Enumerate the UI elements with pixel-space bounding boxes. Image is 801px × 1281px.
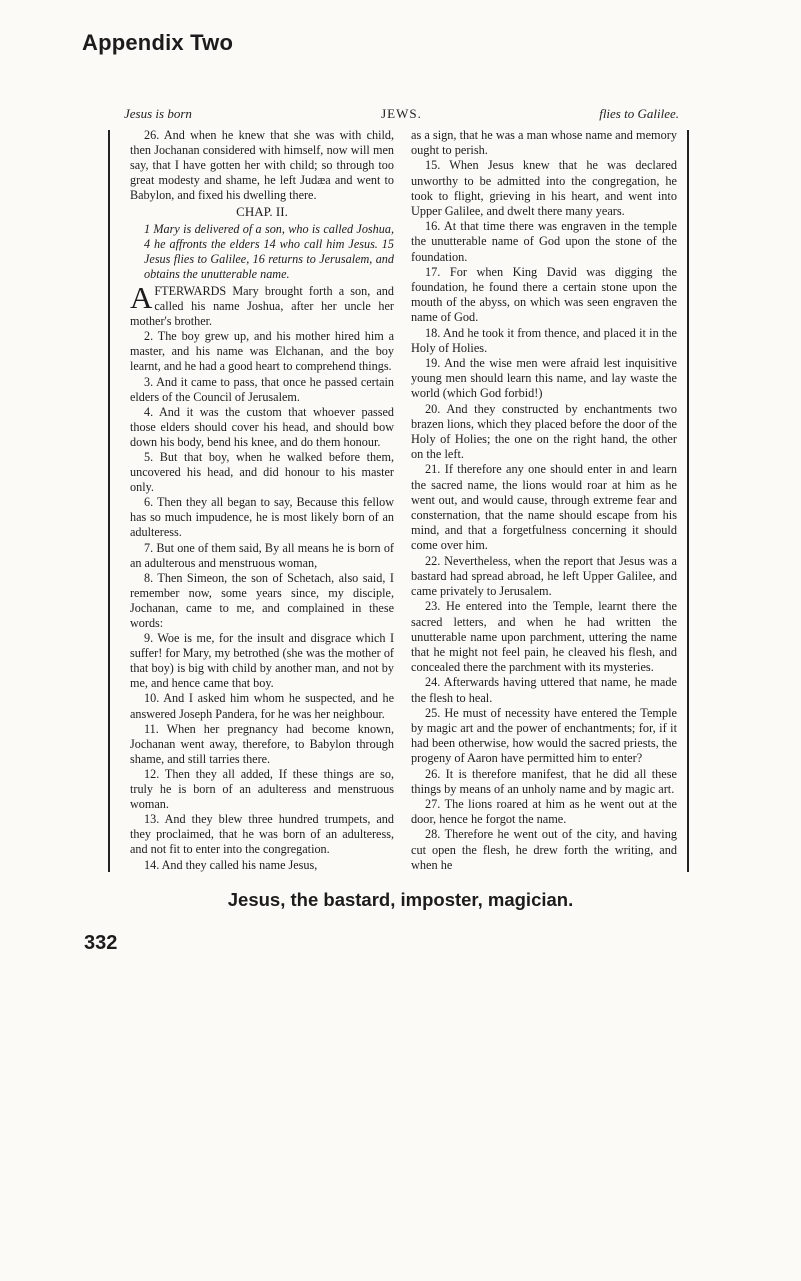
running-header-center: JEWS. bbox=[381, 106, 422, 121]
running-header bbox=[124, 106, 679, 124]
paragraph: 24. Afterwards having uttered that name, he made the flesh to heal. bbox=[411, 675, 677, 705]
page-number: 332 bbox=[84, 932, 118, 954]
left-paragraphs bbox=[130, 329, 394, 872]
paragraph: 27. The lions roared at him as he went out at the door, hence he forgot the name. bbox=[411, 796, 677, 827]
paragraph: 13. And they blew three hundred trumpets, and they proclaimed, that he was born of an adulteress, and not fit to enter into the congregation. bbox=[130, 812, 394, 857]
paragraph: 5. But that boy, when he walked before them, uncovered his head, and did honour to his master only. bbox=[130, 449, 394, 495]
paragraph: as a sign, that he was a man whose name and memory ought to perish. bbox=[411, 128, 677, 158]
paragraph: 15. When Jesus knew that he was declared unworthy to be admitted into the congregation, he took to flight, grieving in his heart, and went into Upper Galilee, and dwelt there many years. bbox=[411, 158, 677, 219]
chapter-summary: 1 Mary is delivered of a son, who is called Joshua, 4 he affronts the elders 14 who call him Jesus. 15 Jesus flies to Galilee, 16 returns to Jerusalem, and obtains the unutterable name. bbox=[144, 221, 394, 281]
running-header-left: Jesus is born bbox=[124, 106, 192, 121]
paragraph: 21. If therefore any one should enter in and learn the sacred name, the lions would roar at him as he went out, and would cause, through extreme fear and consternation, that the name should escape from his mind, and that a forgetfulness concerning it should come over him. bbox=[411, 462, 677, 553]
first-paragraph bbox=[130, 279, 394, 329]
paragraph: 10. And I asked him whom he suspected, and he answered Joseph Pandera, for he was her neighbour. bbox=[130, 691, 394, 721]
paragraph: 4. And it was the custom that whoever passed those elders should cover his head, and should bow down his body, bend his knee, and do them honour. bbox=[130, 404, 394, 449]
paragraph: 6. Then they all began to say, Because this fellow has so much impudence, he is most likely born of an adulteress. bbox=[130, 495, 394, 540]
paragraph: 23. He entered into the Temple, learnt there the sacred letters, and when he had written the unutterable name upon parchment, uttering the name that he might not feel pain, he cleaved his flesh, and concealed there the parchment with its mysteries. bbox=[411, 599, 677, 675]
paragraph: 9. Woe is me, for the insult and disgrace which I suffer! for Mary, my betrothed (she was the mother of that boy) is big with child by another man, and not by me, and hence came that boy. bbox=[130, 631, 394, 691]
paragraph: 16. At that time there was engraven in the temple the unutterable name of God upon the stone of the foundation. bbox=[411, 219, 677, 264]
appendix-title: Appendix Two bbox=[82, 30, 234, 55]
paragraph: 25. He must of necessity have entered the Temple by magic art and the power of enchantments; for, if it had been otherwise, how would the sacred priests, the progeny of Aaron have permitted him to enter? bbox=[411, 705, 677, 766]
paragraph: 26. It is therefore manifest, that he did all these things by means of an unholy name and by magic art. bbox=[411, 766, 677, 796]
paragraph: 3. And it came to pass, that once he passed certain elders of the Council of Jerusalem. bbox=[130, 374, 394, 404]
left-margin-rule bbox=[108, 130, 110, 872]
paragraph: 22. Nevertheless, when the report that Jesus was a bastard had spread abroad, he left Upper Galilee, and came privately to Jerusalem. bbox=[411, 553, 677, 599]
left-text-column bbox=[130, 128, 394, 873]
paragraph: 19. And the wise men were afraid lest inquisitive young men should learn this name, and lay waste the world (which God forbid!) bbox=[411, 356, 677, 401]
paragraph: 12. Then they all added, If these things are so, truly he is born of an adulteress and menstruous woman. bbox=[130, 766, 394, 812]
paragraph: 17. For when King David was digging the foundation, he found there a certain stone upon the mouth of the abyss, on which was seen engraven the name of God. bbox=[411, 264, 677, 325]
paragraph: 7. But one of them said, By all means he is born of an adulterous and menstruous woman, bbox=[130, 540, 394, 570]
first-paragraph-text: FTERWARDS Mary brought forth a son, and called his name Joshua, after her uncle her mother's brother. bbox=[130, 283, 394, 329]
paragraph: 20. And they constructed by enchantments two brazen lions, which they placed before the door of the Holy of Holies; the one on the right hand, the other on the left. bbox=[411, 401, 677, 462]
paragraph: 8. Then Simeon, the son of Schetach, also said, I remember now, some years since, my disciple, Jochanan, came to me, and complained in these words: bbox=[130, 570, 394, 630]
paragraph: 14. And they called his name Jesus, bbox=[144, 857, 318, 872]
running-header-right: flies to Galilee. bbox=[599, 106, 679, 121]
right-margin-rule bbox=[687, 130, 689, 872]
paragraph: 28. Therefore he went out of the city, and having cut open the flesh, he drew forth the writing, and when he bbox=[411, 827, 677, 872]
right-paragraphs bbox=[411, 128, 677, 873]
paragraph: 26. And when he knew that she was with child, then Jochanan considered with himself, now will men say, that I have gotten her with child; so through too great modesty and shame, he left Judæa and went to Babylon, and fixed his dwelling there. bbox=[130, 128, 394, 203]
page-caption: Jesus, the bastard, imposter, magician. bbox=[227, 889, 574, 910]
paragraph: 2. The boy grew up, and his mother hired him a master, and his name was Elchanan, and the boy learnt, and he had a good heart to comprehend things. bbox=[130, 329, 394, 374]
right-text-column bbox=[411, 128, 677, 873]
paragraph: 18. And he took it from thence, and placed it in the Holy of Holies. bbox=[411, 325, 677, 355]
drop-cap: A bbox=[130, 279, 153, 315]
paragraph: 11. When her pregnancy had become known, Jochanan went away, therefore, to Babylon through shame, and still tarries there. bbox=[130, 721, 394, 766]
chapter-heading: CHAP. II. bbox=[236, 204, 288, 220]
